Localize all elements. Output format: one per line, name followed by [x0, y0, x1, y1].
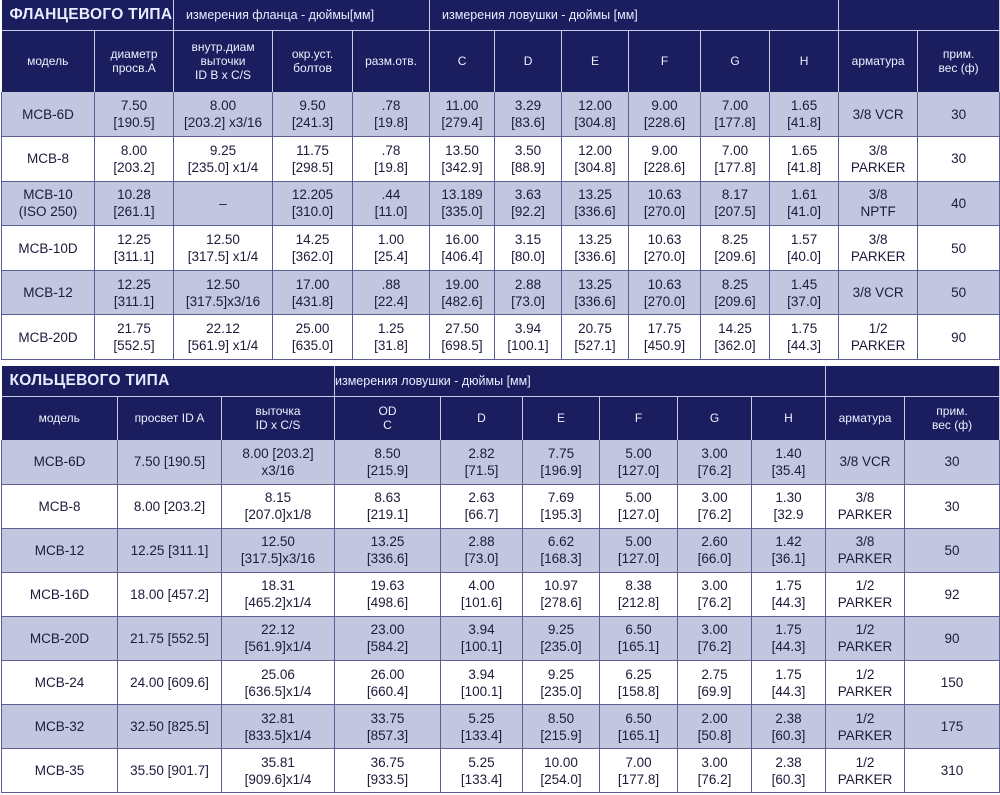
table-cell: 30: [918, 137, 1000, 182]
column-header: G: [678, 396, 752, 440]
table-cell: 1/2 PARKER: [839, 315, 918, 360]
table-cell: 1.61 [41.0]: [770, 181, 839, 226]
table-cell: 5.00 [127.0]: [600, 484, 678, 528]
table-row: [2, 270, 1000, 315]
table-cell: 6.50 [165.1]: [600, 705, 678, 749]
flange-header-row: [2, 30, 1000, 92]
table-cell: 7.69 [195.3]: [523, 484, 600, 528]
table-cell: 1.75 [44.3]: [752, 572, 826, 616]
table-cell: 1.40 [35.4]: [752, 440, 826, 484]
table-cell: 12.00 [304.8]: [562, 92, 629, 137]
table-cell: 3/8 VCR: [839, 92, 918, 137]
column-header: G: [701, 30, 770, 92]
table-cell: 10.63 [270.0]: [629, 181, 701, 226]
model-cell: MCB-6D: [2, 92, 95, 137]
column-header: арматура: [839, 30, 918, 92]
table-cell: 3/8 PARKER: [839, 226, 918, 271]
table-cell: 2.88 [73.0]: [441, 528, 523, 572]
table-cell: 9.00 [228.6]: [629, 137, 701, 182]
table-row: [2, 484, 1000, 528]
table-cell: 9.25 [235.0] x1/4: [174, 137, 273, 182]
table-cell: 14.25 [362.0]: [273, 226, 353, 271]
table-cell: 16.00 [406.4]: [430, 226, 495, 271]
table-cell: 3.94 [100.1]: [441, 660, 523, 704]
table-cell: 7.50 [190.5]: [95, 92, 174, 137]
table-cell: 3.00 [76.2]: [678, 616, 752, 660]
table-cell: 8.00 [203.2]: [95, 137, 174, 182]
table-cell: 8.15 [207.0]x1/8: [222, 484, 335, 528]
table-cell: 3/8 VCR: [826, 440, 905, 484]
table-cell: 10.63 [270.0]: [629, 270, 701, 315]
column-header: OD C: [335, 396, 441, 440]
table-row: [2, 572, 1000, 616]
table-cell: 2.38 [60.3]: [752, 705, 826, 749]
table-cell: 10.63 [270.0]: [629, 226, 701, 271]
column-header: D: [441, 396, 523, 440]
column-header: выточка ID x C/S: [222, 396, 335, 440]
table-cell: 7.75 [196.9]: [523, 440, 600, 484]
table-cell: 12.25 [311.1]: [95, 226, 174, 271]
title-spacer: [826, 366, 1000, 396]
table-cell: 4.00 [101.6]: [441, 572, 523, 616]
table-cell: 12.50 [317.5] x1/4: [174, 226, 273, 271]
table-cell: 3.63 [92.2]: [495, 181, 562, 226]
model-cell: MCB-32: [2, 705, 118, 749]
table-cell: 9.50 [241.3]: [273, 92, 353, 137]
table-cell: 90: [918, 315, 1000, 360]
table-cell: 1/2 PARKER: [826, 616, 905, 660]
table-cell: 8.50 [215.9]: [523, 705, 600, 749]
table-cell: 22.12 [561.9]x1/4: [222, 616, 335, 660]
column-header: прим. вес (ф): [905, 396, 1000, 440]
column-header: H: [752, 396, 826, 440]
flange-dimensions-group-label: измерения фланца - дюймы[мм]: [174, 0, 430, 30]
table-cell: 8.17 [207.5]: [701, 181, 770, 226]
table-cell: 32.50 [825.5]: [118, 705, 222, 749]
table-cell: 18.31 [465.2]x1/4: [222, 572, 335, 616]
column-header: разм.отв.: [353, 30, 430, 92]
table-cell: –: [174, 181, 273, 226]
table-cell: 2.38 [60.3]: [752, 749, 826, 793]
table-cell: 1.30 [32.9: [752, 484, 826, 528]
table-cell: 32.81 [833.5]x1/4: [222, 705, 335, 749]
table-cell: 11.75 [298.5]: [273, 137, 353, 182]
column-header: внутр.диам выточки ID B x C/S: [174, 30, 273, 92]
table-cell: 25.00 [635.0]: [273, 315, 353, 360]
table-cell: 1.65 [41.8]: [770, 92, 839, 137]
ring-trap-dimensions-group-label: измерения ловушки - дюймы [мм]: [335, 366, 826, 396]
column-header: арматура: [826, 396, 905, 440]
column-header: модель: [2, 30, 95, 92]
title-spacer: [839, 0, 1000, 30]
table-cell: 21.75 [552.5]: [95, 315, 174, 360]
table-cell: 12.00 [304.8]: [562, 137, 629, 182]
model-cell: MCB-35: [2, 749, 118, 793]
model-cell: MCB-6D: [2, 440, 118, 484]
column-header: модель: [2, 396, 118, 440]
column-header: F: [629, 30, 701, 92]
table-cell: 8.63 [219.1]: [335, 484, 441, 528]
table-cell: 19.00 [482.6]: [430, 270, 495, 315]
table-cell: 1/2 PARKER: [826, 660, 905, 704]
table-cell: 14.25 [362.0]: [701, 315, 770, 360]
column-header: E: [562, 30, 629, 92]
table-cell: 25.06 [636.5]x1/4: [222, 660, 335, 704]
table-cell: 1/2 PARKER: [826, 705, 905, 749]
table-cell: 3/8 VCR: [839, 270, 918, 315]
model-cell: MCB-20D: [2, 616, 118, 660]
table-cell: 7.00 [177.8]: [600, 749, 678, 793]
table-cell: 5.00 [127.0]: [600, 440, 678, 484]
table-cell: 310: [905, 749, 1000, 793]
table-row: [2, 660, 1000, 704]
table-cell: 40: [918, 181, 1000, 226]
table-cell: 1.42 [36.1]: [752, 528, 826, 572]
table-cell: 7.00 [177.8]: [701, 92, 770, 137]
flange-section-title: ФЛАНЦЕВОГО ТИПА: [2, 0, 174, 30]
table-cell: 2.82 [71.5]: [441, 440, 523, 484]
table-cell: 1.25 [31.8]: [353, 315, 430, 360]
table-cell: 6.50 [165.1]: [600, 616, 678, 660]
table-cell: 19.63 [498.6]: [335, 572, 441, 616]
table-cell: 90: [905, 616, 1000, 660]
model-cell: MCB-8: [2, 484, 118, 528]
table-cell: 3/8 PARKER: [826, 528, 905, 572]
table-cell: 8.00 [203.2]: [118, 484, 222, 528]
table-cell: 3.00 [76.2]: [678, 484, 752, 528]
table-cell: 175: [905, 705, 1000, 749]
model-cell: MCB-10 (ISO 250): [2, 181, 95, 226]
table-cell: 3/8 PARKER: [826, 484, 905, 528]
table-cell: .44 [11.0]: [353, 181, 430, 226]
table-cell: 24.00 [609.6]: [118, 660, 222, 704]
table-row: [2, 137, 1000, 182]
table-cell: 3.50 [88.9]: [495, 137, 562, 182]
table-row: [2, 181, 1000, 226]
ring-type-table: [1, 366, 1000, 793]
ring-header-row: [2, 396, 1000, 440]
table-cell: .78 [19.8]: [353, 92, 430, 137]
table-cell: 10.00 [254.0]: [523, 749, 600, 793]
table-cell: 3/8 PARKER: [839, 137, 918, 182]
table-cell: 5.25 [133.4]: [441, 705, 523, 749]
table-cell: 35.50 [901.7]: [118, 749, 222, 793]
model-cell: MCB-8: [2, 137, 95, 182]
table-cell: 11.00 [279.4]: [430, 92, 495, 137]
table-cell: 50: [918, 270, 1000, 315]
table-cell: 30: [905, 484, 1000, 528]
ring-section-title: КОЛЬЦЕВОГО ТИПА: [2, 366, 335, 396]
table-cell: 18.00 [457.2]: [118, 572, 222, 616]
table-cell: 30: [918, 92, 1000, 137]
table-cell: 8.50 [215.9]: [335, 440, 441, 484]
table-cell: 3.94 [100.1]: [441, 616, 523, 660]
column-header: F: [600, 396, 678, 440]
column-header: H: [770, 30, 839, 92]
model-cell: MCB-20D: [2, 315, 95, 360]
column-header: окр.уст. болтов: [273, 30, 353, 92]
table-cell: 35.81 [909.6]x1/4: [222, 749, 335, 793]
table-cell: 9.25 [235.0]: [523, 616, 600, 660]
table-cell: 50: [918, 226, 1000, 271]
table-cell: 10.28 [261.1]: [95, 181, 174, 226]
model-cell: MCB-12: [2, 528, 118, 572]
table-cell: 2.63 [66.7]: [441, 484, 523, 528]
table-cell: 1.65 [41.8]: [770, 137, 839, 182]
table-cell: 150: [905, 660, 1000, 704]
table-cell: 1/2 PARKER: [826, 572, 905, 616]
table-cell: 3.15 [80.0]: [495, 226, 562, 271]
table-cell: 22.12 [561.9] x1/4: [174, 315, 273, 360]
column-header: C: [430, 30, 495, 92]
table-cell: 6.25 [158.8]: [600, 660, 678, 704]
table-cell: 13.50 [342.9]: [430, 137, 495, 182]
table-cell: 1/2 PARKER: [826, 749, 905, 793]
table-cell: 5.00 [127.0]: [600, 528, 678, 572]
table-cell: 33.75 [857.3]: [335, 705, 441, 749]
trap-dimensions-group-label: измерения ловушки - дюймы [мм]: [430, 0, 839, 30]
table-cell: 17.00 [431.8]: [273, 270, 353, 315]
table-cell: 27.50 [698.5]: [430, 315, 495, 360]
flange-type-table: [1, 0, 1000, 360]
table-cell: 12.25 [311.1]: [95, 270, 174, 315]
table-cell: 10.97 [278.6]: [523, 572, 600, 616]
table-cell: 8.00 [203.2] x3/16: [174, 92, 273, 137]
table-cell: .78 [19.8]: [353, 137, 430, 182]
table-cell: .88 [22.4]: [353, 270, 430, 315]
column-header: просвет ID A: [118, 396, 222, 440]
table-cell: 13.25 [336.6]: [562, 181, 629, 226]
table-cell: 1.75 [44.3]: [752, 660, 826, 704]
table-row: [2, 705, 1000, 749]
table-cell: 21.75 [552.5]: [118, 616, 222, 660]
model-cell: MCB-24: [2, 660, 118, 704]
column-header: диаметр просв.A: [95, 30, 174, 92]
table-cell: 8.00 [203.2] x3/16: [222, 440, 335, 484]
table-cell: 2.75 [69.9]: [678, 660, 752, 704]
table-cell: 92: [905, 572, 1000, 616]
table-cell: 13.25 [336.6]: [562, 270, 629, 315]
table-cell: 9.00 [228.6]: [629, 92, 701, 137]
table-cell: 13.25 [336.6]: [562, 226, 629, 271]
table-cell: 12.50 [317.5]x3/16: [174, 270, 273, 315]
table-cell: 1.45 [37.0]: [770, 270, 839, 315]
table-cell: 3.94 [100.1]: [495, 315, 562, 360]
table-row: [2, 616, 1000, 660]
table-cell: 2.00 [50.8]: [678, 705, 752, 749]
table-cell: 3.29 [83.6]: [495, 92, 562, 137]
table-cell: 6.62 [168.3]: [523, 528, 600, 572]
table-cell: 3.00 [76.2]: [678, 440, 752, 484]
table-row: [2, 226, 1000, 271]
model-cell: MCB-12: [2, 270, 95, 315]
table-cell: 8.25 [209.6]: [701, 226, 770, 271]
column-header: D: [495, 30, 562, 92]
table-cell: 50: [905, 528, 1000, 572]
table-cell: 1.00 [25.4]: [353, 226, 430, 271]
column-header: E: [523, 396, 600, 440]
table-cell: 3.00 [76.2]: [678, 749, 752, 793]
model-cell: MCB-10D: [2, 226, 95, 271]
table-cell: 9.25 [235.0]: [523, 660, 600, 704]
table-cell: 1.75 [44.3]: [752, 616, 826, 660]
table-row: [2, 528, 1000, 572]
table-cell: 1.57 [40.0]: [770, 226, 839, 271]
table-row: [2, 315, 1000, 360]
table-cell: 23.00 [584.2]: [335, 616, 441, 660]
table-cell: 12.25 [311.1]: [118, 528, 222, 572]
table-cell: 3.00 [76.2]: [678, 572, 752, 616]
table-cell: 3/8 NPTF: [839, 181, 918, 226]
table-cell: 17.75 [450.9]: [629, 315, 701, 360]
table-cell: 8.25 [209.6]: [701, 270, 770, 315]
table-cell: 1.75 [44.3]: [770, 315, 839, 360]
table-cell: 12.205 [310.0]: [273, 181, 353, 226]
table-cell: 8.38 [212.8]: [600, 572, 678, 616]
column-header: прим. вес (ф): [918, 30, 1000, 92]
table-cell: 26.00 [660.4]: [335, 660, 441, 704]
model-cell: MCB-16D: [2, 572, 118, 616]
table-row: [2, 749, 1000, 793]
table-cell: 36.75 [933.5]: [335, 749, 441, 793]
table-cell: 2.88 [73.0]: [495, 270, 562, 315]
table-cell: 5.25 [133.4]: [441, 749, 523, 793]
table-row: [2, 440, 1000, 484]
table-cell: 13.189 [335.0]: [430, 181, 495, 226]
table-cell: 20.75 [527.1]: [562, 315, 629, 360]
table-cell: 7.00 [177.8]: [701, 137, 770, 182]
table-cell: 7.50 [190.5]: [118, 440, 222, 484]
table-row: [2, 92, 1000, 137]
table-cell: 2.60 [66.0]: [678, 528, 752, 572]
table-cell: 30: [905, 440, 1000, 484]
table-cell: 13.25 [336.6]: [335, 528, 441, 572]
table-cell: 12.50 [317.5]x3/16: [222, 528, 335, 572]
